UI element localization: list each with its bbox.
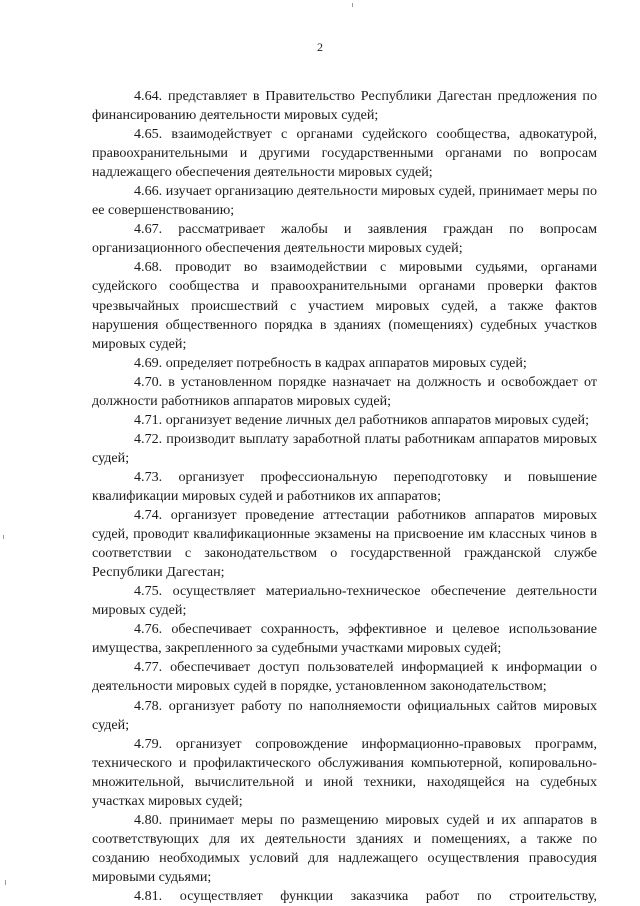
paragraph-4-66: 4.66. изучает организацию деятельности мировых судей, принимает меры по ее совершенствованию; xyxy=(92,183,597,219)
paragraph-4-64: 4.64. представляет в Правительство Республики Дагестан предложения по финансированию деятельности мировых судей; xyxy=(92,88,597,124)
paragraph-4-77: 4.77. обеспечивает доступ пользователей информацией к информации о деятельности мировых судей в порядке, установленном законодательством; xyxy=(92,659,597,695)
scan-artifact xyxy=(352,3,353,7)
page-number: 2 xyxy=(317,40,323,54)
paragraph-4-76: 4.76. обеспечивает сохранность, эффективное и целевое использование имущества, закрепленного за судебными участками мировых судей; xyxy=(92,621,597,657)
paragraph-4-70: 4.70. в установленном порядке назначает на должность и освобождает от должности работников аппаратов мировых судей; xyxy=(92,373,597,409)
paragraph-4-72: 4.72. производит выплату заработной платы работникам аппаратов мировых судей; xyxy=(92,430,597,466)
paragraph-4-74: 4.74. организует проведение аттестации работников аппаратов мировых судей, проводит квалификационные экзамены на присвоение им классных чинов в соответствии с законодательством о государственной гражданской службе Республики Дагестан; xyxy=(92,507,597,581)
paragraph-4-65: 4.65. взаимодействует с органами судейского сообщества, адвокатурой, правоохранительными и другими государственными органами по вопросам надлежащего обеспечения деятельности мировых судей; xyxy=(92,126,597,181)
paragraph-4-81: 4.81. осуществляет функции заказчика работ по строительству, xyxy=(134,887,597,904)
paragraph-4-71: 4.71. организует ведение личных дел работников аппаратов мировых судей; xyxy=(134,411,589,428)
paragraph-4-79: 4.79. организует сопровождение информационно-правовых программ, технического и профилактического обслуживания компьютерной, копировально-множительной, вычислительной и иной техники, находящейся на судебных участках мировых судей; xyxy=(92,735,597,809)
scan-artifact xyxy=(3,535,4,539)
paragraph-4-75: 4.75. осуществляет материально-техническое обеспечение деятельности мировых судей; xyxy=(92,583,597,619)
paragraph-4-78: 4.78. организует работу по наполняемости официальных сайтов мировых судей; xyxy=(92,697,597,733)
scan-artifact xyxy=(5,880,6,885)
paragraph-4-73: 4.73. организует профессиональную переподготовку и повышение квалификации мировых судей и работников их аппаратов; xyxy=(92,468,597,504)
paragraph-4-67: 4.67. рассматривает жалобы и заявления граждан по вопросам организационного обеспечения деятельности мировых судей; xyxy=(92,221,597,257)
paragraph-4-69: 4.69. определяет потребность в кадрах аппаратов мировых судей; xyxy=(134,354,527,371)
paragraph-4-80: 4.80. принимает меры по размещению мировых судей и их аппаратов в соответствующих для их деятельности зданиях и помещениях, а также по созданию необходимых условий для надлежащего осуществления правосудия мировыми судьями; xyxy=(92,811,597,885)
paragraph-4-68: 4.68. проводит во взаимодействии с мировыми судьями, органами судейского сообщества и правоохранительными органами проверки фактов чрезвычайных происшествий с участием мировых судей, а также фактов нарушения общественного порядка в зданиях (помещениях) судебных участков мировых судей; xyxy=(92,259,597,352)
document-body xyxy=(92,87,597,906)
